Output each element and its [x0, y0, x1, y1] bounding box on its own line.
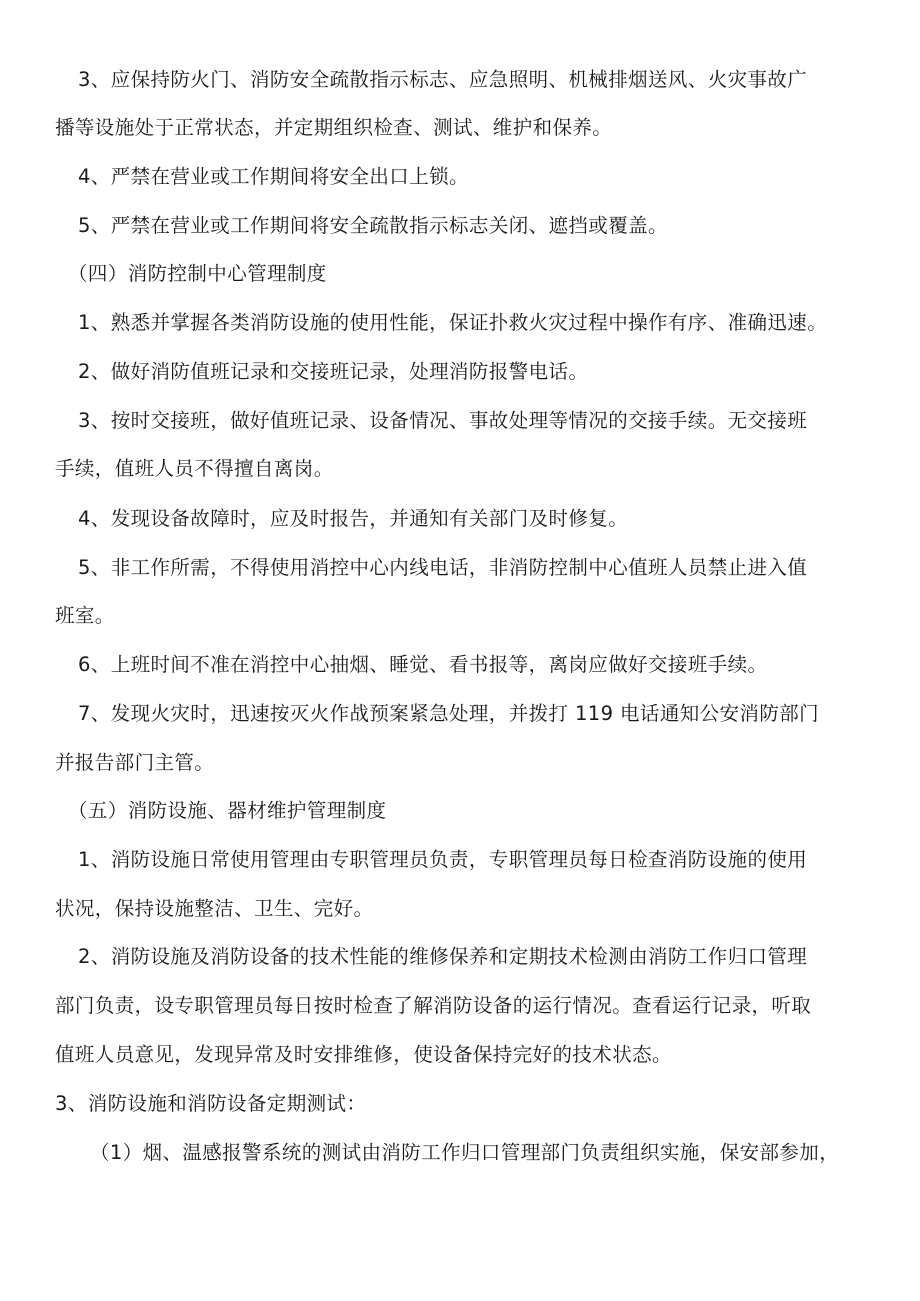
text-line: 3、按时交接班，做好值班记录、设备情况、事故处理等情况的交接手续。无交接班 — [78, 409, 808, 432]
section-heading: （五）消防设施、器材维护管理制度 — [68, 799, 387, 822]
text-line: 7、发现火灾时，迅速按灭火作战预案紧急处理，并拨打 119 电话通知公安消防部门 — [78, 702, 820, 725]
text-line: 4、严禁在营业或工作期间将安全出口上锁。 — [78, 165, 469, 188]
text-line: （1）烟、温感报警系统的测试由消防工作归口管理部门负责组织实施，保安部参加， — [90, 1141, 840, 1164]
text-line: 3、消防设施和消防设备定期测试： — [55, 1092, 367, 1115]
text-line: 1、熟悉并掌握各类消防设施的使用性能，保证扑救火灾过程中操作有序、准确迅速。 — [78, 311, 828, 334]
text-line: 播等设施处于正常状态，并定期组织检查、测试、维护和保养。 — [55, 116, 613, 139]
text-line: 1、消防设施日常使用管理由专职管理员负责，专职管理员每日检查消防设施的使用 — [78, 848, 808, 871]
text-line: 5、非工作所需，不得使用消控中心内线电话，非消防控制中心值班人员禁止进入值 — [78, 556, 808, 579]
text-line: 值班人员意见，发现异常及时安排维修，使设备保持完好的技术状态。 — [55, 1043, 672, 1066]
text-line: 状况，保持设施整洁、卫生、完好。 — [55, 897, 374, 920]
text-line: 2、消防设施及消防设备的技术性能的维修保养和定期技术检测由消防工作归口管理 — [78, 945, 808, 968]
text-line: 并报告部门主管。 — [55, 751, 215, 774]
text-line: 班室。 — [55, 604, 115, 627]
text-line: 手续，值班人员不得擅自离岗。 — [55, 457, 334, 480]
text-line: 部门负责，设专职管理员每日按时检查了解消防设备的运行情况。查看运行记录，听取 — [55, 994, 812, 1017]
text-line: 2、做好消防值班记录和交接班记录，处理消防报警电话。 — [78, 360, 589, 383]
section-heading: （四）消防控制中心管理制度 — [68, 262, 327, 285]
text-line: 3、应保持防火门、消防安全疏散指示标志、应急照明、机械排烟送风、火灾事故广 — [78, 68, 808, 91]
text-line: 6、上班时间不准在消控中心抽烟、睡觉、看书报等，离岗应做好交接班手续。 — [78, 653, 768, 676]
text-line: 5、严禁在营业或工作期间将安全疏散指示标志关闭、遮挡或覆盖。 — [78, 214, 668, 237]
text-line: 4、发现设备故障时，应及时报告，并通知有关部门及时修复。 — [78, 507, 629, 530]
